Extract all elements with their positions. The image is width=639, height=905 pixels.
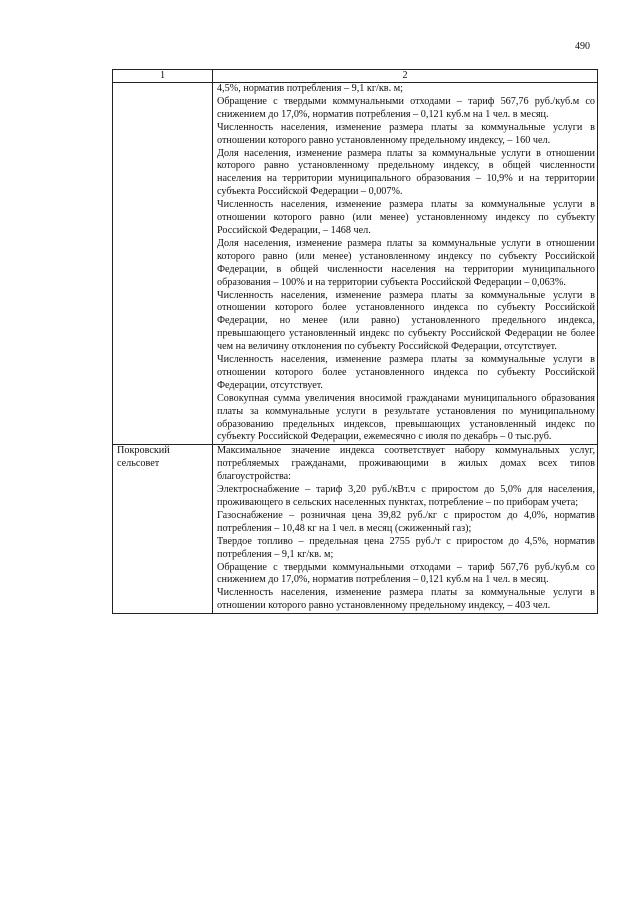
table-row: [113, 445, 598, 614]
paragraph: Доля населения, изменение размера платы за коммунальные услуги в отношении которого равно установленному предельному индексу, в общей численности населения на территории муниципального образования – 10,9% и на территории субъекта Российской Федерации – 0,007%.: [217, 147, 595, 198]
column-header-2: 2: [213, 70, 598, 83]
paragraph: Численность населения, изменение размера платы за коммунальные услуги в отношении которого более установленного индекса по субъекту Российской Федерации, отсутствует.: [217, 354, 595, 391]
table-header-row: [113, 70, 598, 83]
row-label: Покровский сельсовет: [117, 445, 170, 470]
paragraph: Численность населения, изменение размера платы за коммунальные услуги в отношении которого равно установленному предельному индексу, – 403 чел.: [217, 587, 595, 612]
column-header-1: 1: [113, 70, 213, 83]
table-row: [113, 83, 598, 445]
row-content-cell: [213, 445, 598, 614]
paragraph: Доля населения, изменение размера платы за коммунальные услуги в отношении которого равно (или менее) установленному индексу по субъекту Российской Федерации, в общей численности населения на территории муниципального образования – 100% и на территории субъекта Российской Федерации – 0,063%.: [217, 237, 595, 288]
paragraph: Численность населения, изменение размера платы за коммунальные услуги в отношении которого более установленного индекса по субъекту Российской Федерации, но менее (или равно) установленного предельного индекса, превышающего установленный индекс по субъекту Российской Федерации не более чем на величину отклонения по субъекту Российской Федерации, отсутствует.: [217, 289, 595, 353]
page-number: 490: [575, 41, 590, 52]
paragraph: Совокупная сумма увеличения вносимой гражданами муниципального образования платы за коммунальные услуги в результате установления по муниципальному образованию предельных индексов, превышающих установленный индекс по субъекту Российской Федерации, ежемесячно с июля по декабрь – 0 тыс.руб.: [217, 392, 595, 443]
row-label-cell: [113, 83, 213, 445]
paragraph: Численность населения, изменение размера платы за коммунальные услуги в отношении которого равно (или менее) установленному индексу по субъекту Российской Федерации, – 1468 чел.: [217, 199, 595, 236]
paragraph: 4,5%, норматив потребления – 9,1 кг/кв. м;: [217, 83, 403, 94]
paragraph: Максимальное значение индекса соответствует набору коммунальных услуг, потребляемых гражданами, проживающими в жилых домах всех типов благоустройства:: [217, 445, 595, 483]
document-table: [112, 69, 598, 614]
row-label-cell: [113, 445, 213, 614]
paragraph: Электроснабжение – тариф 3,20 руб./кВт.ч с приростом до 5,0% для населения, проживающего в сельских населенных пунктах, потребление – по приборам учета;: [217, 484, 595, 508]
paragraph: Обращение с твердыми коммунальными отходами – тариф 567,76 руб./куб.м со снижением до 17,0%, норматив потребления – 0,121 куб.м на 1 чел. в месяц.: [217, 95, 595, 120]
row-content-cell: [213, 83, 598, 445]
paragraph: Твердое топливо – предельная цена 2755 руб./т с приростом до 4,5%, норматив потребления – 9,1 кг/кв. м;: [217, 535, 595, 560]
paragraph: Газоснабжение – розничная цена 39,82 руб./кг с приростом до 4,0%, норматив потребления – 10,48 кг на 1 чел. в месяц (сжиженный газ);: [217, 509, 595, 534]
paragraph: Обращение с твердыми коммунальными отходами – тариф 567,76 руб./куб.м со снижением до 17,0%, норматив потребления – 0,121 куб.м на 1 чел. в месяц.: [217, 561, 595, 586]
paragraph: Численность населения, изменение размера платы за коммунальные услуги в отношении которого равно установленному предельному индексу, – 160 чел.: [217, 121, 595, 146]
